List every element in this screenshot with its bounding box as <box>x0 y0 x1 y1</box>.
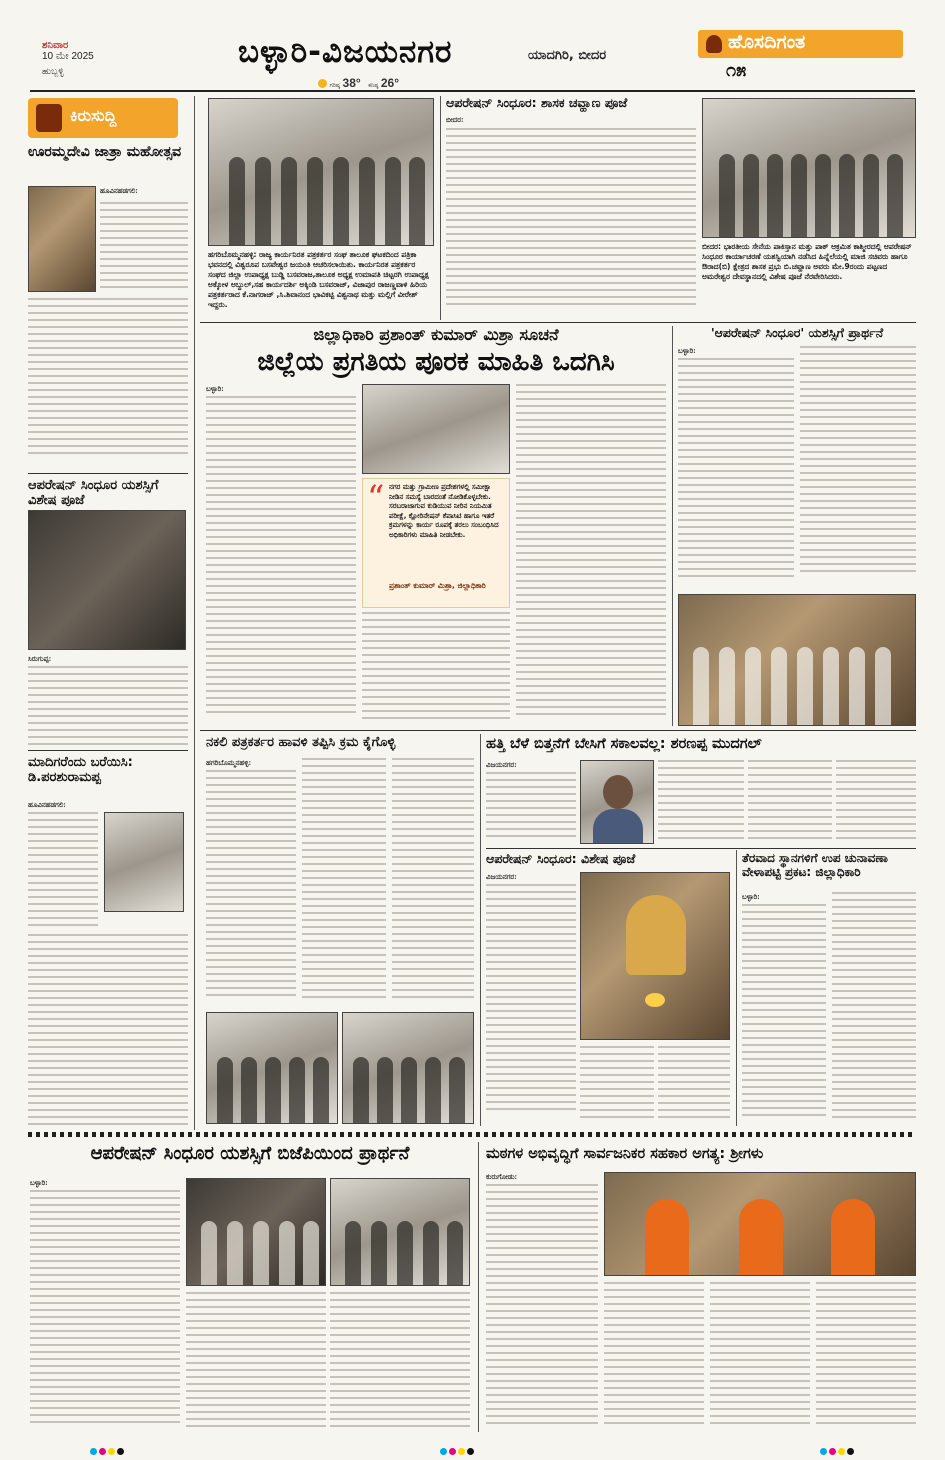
dc-body-dateline <box>206 384 356 396</box>
cotton-dateline: ವಿಜಯನಗರ: <box>486 760 517 769</box>
mutt-col1 <box>486 1184 598 1430</box>
chavan-puja-photo <box>702 98 916 238</box>
kiru-body-2-dateline <box>28 654 188 666</box>
masthead-rule <box>30 90 915 92</box>
operation-dateline: ಬೀದರ: <box>446 115 464 124</box>
top-section-rule <box>200 322 916 323</box>
bottom-center-rule <box>478 1142 479 1432</box>
weather <box>318 76 399 90</box>
top-center-rule <box>440 96 441 320</box>
dc-title: ಜಿಲ್ಲೆಯ ಪ್ರಗತಿಯ ಪೂರಕ ಮಾಹಿತಿ ಒದಗಿಸಿ <box>257 347 615 377</box>
mutt-col3 <box>710 1282 810 1430</box>
temple-photo <box>28 186 96 292</box>
mutt-dateline: ಕುರುಗೋಡು: <box>486 1172 518 1181</box>
mutt-body <box>486 1172 598 1184</box>
bjp-photo-2 <box>330 1178 470 1286</box>
fake-journalist-col1 <box>206 770 296 1008</box>
kiru-suddi-banner <box>28 98 178 138</box>
quote-icon: “ <box>367 478 385 518</box>
portrait-photo <box>104 812 184 912</box>
mid-section-rule <box>200 730 916 731</box>
prarthane-body-col1 <box>678 358 794 588</box>
by-election-title: ತೆರವಾದ ಸ್ಥಾನಗಳಿಗೆ ಉಪ ಚುನಾವಣಾ ವೇಳಾಪಟ್ಟಿ ಪ್ರಕಟ: ಜಿಲ್ಲಾಧಿಕಾರಿ <box>742 851 888 879</box>
dc-body-col2 <box>362 612 510 724</box>
by-election-col2 <box>832 892 916 1122</box>
prarthane-dateline: ಬಳ್ಳಾರಿ: <box>678 346 696 355</box>
registration-marks-right <box>820 1440 856 1459</box>
dc-quote-by: ಪ್ರಶಾಂತ್ ಕುಮಾರ್ ಮಿಶ್ರಾ, ಜಿಲ್ಲಾಧಿಕಾರಿ <box>389 581 486 590</box>
left-column-rule <box>194 96 195 1130</box>
fake-journalist-title: ನಕಲಿ ಪತ್ರಕರ್ತರ ಹಾವಳಿ ತಪ್ಪಿಸಿ ಕ್ರಮ ಕೈಗೊಳ್ಳಿ <box>206 735 396 750</box>
dargah-prayer-photo <box>678 594 916 726</box>
bottom-band-rule <box>28 1132 916 1137</box>
chavan-puja-caption: ಬೀದರ: ಭಾರತೀಯ ಸೇನೆಯ ಪಾಕಿಸ್ತಾನ ಮತ್ತು ಪಾಕ್ ಆಕ್ರಮಿತ ಕಾಶ್ಮೀರದಲ್ಲಿ ಆಪರೇಷನ್ ಸಿಂಧೂರ ಕಾರ್ಯಾಚರಣೆ ಯಶಸ್ವಿಯಾಗಿ ನಡೆಸಿದ ಹಿನ್ನೆಲೆಯಲ್ಲಿ ಮಾಜಿ ಸಚಿವರು ಹಾಗೂ ಔರಾದ(ಬಿ) ಕ್ಷೇತ್ರದ ಶಾಸಕ ಪ್ರಭು ಬಿ.ಚವ್ಹಾಣ ಅವರು ಮೇ.9ರಂದು ಪಟ್ಟಣದ ಅಮರೇಶ್ವರ ದೇವಸ್ಥಾನದಲ್ಲಿ ವಿಶೇಷ ಪೂಜೆ ನೆರವೇರಿಸಿದರು. <box>702 242 912 281</box>
dc-meeting-photo <box>362 384 510 474</box>
swamiji-photo <box>604 1172 916 1276</box>
operation-body <box>446 115 696 127</box>
weather-hi: 38° <box>342 76 361 90</box>
fake-journalist-col2 <box>302 758 386 1008</box>
bjp-col2 <box>186 1292 326 1430</box>
masthead <box>0 0 945 88</box>
edition-title: ಬಳ್ಳಾರಿ-ವಿಜಯನಗರ <box>238 34 453 70</box>
fake-journalist-rule <box>480 734 481 1126</box>
special-puja-dateline: ವಿಜಯನಗರ: <box>486 872 517 881</box>
city-label: ಹುಬ್ಬಳ್ಳಿ <box>42 66 64 76</box>
registration-marks-left <box>90 1440 126 1459</box>
page-number: ೧೫ <box>726 60 747 81</box>
special-puja-title: ಆಪರೇಷನ್ ಸಿಂಧೂರ: ವಿಶೇಷ ಪೂಜೆ <box>486 851 636 866</box>
prarthane-title: 'ಆಪರೇಷನ್ ಸಿಂಧೂರ' ಯಶಸ್ಸಿಗೆ ಪ್ರಾರ್ಥನೆ <box>710 325 884 340</box>
dc-body-col1 <box>206 396 356 724</box>
special-puja-body <box>486 872 576 884</box>
journalists-photo <box>208 98 434 246</box>
by-election-dateline: ಬಳ್ಳಾರಿ: <box>742 892 760 901</box>
kiru-body-3-lines-a <box>28 812 98 932</box>
journalists-caption: ಹಗರಿಬೊಮ್ಮನಹಳ್ಳಿ: ರಾಜ್ಯ ಕಾರ್ಯನಿರತ ಪತ್ರಕರ್ತರ ಸಂಘ ತಾಲೂಕ ಘಟಕದಿಂದ ಪತ್ರಿಕಾ ಭವನದಲ್ಲಿ ವಿಶ್ವರೂಪ ಬಸವೇಶ್ವರ ಜಯಂತಿ ಆಚರಿಸಲಾಯಿತು. ಕಾರ್ಯನಿರತ ಪತ್ರಕರ್ತರ ಸಂಘದ ಜಿಲ್ಲಾ ಉಪಾಧ್ಯಕ್ಷ ಬುಡ್ಡಿ ಬಸವರಾಜ,ತಾಲೂಕ ಅಧ್ಯಕ್ಷ ಉಮಾಪತಿ ಚಿಟ್ಟರಗಿ ಉಪಾಧ್ಯಕ್ಷ ಅಕ್ಕೋಳ ಅಬ್ದುಲ್,ಸಹ ಕಾರ್ಯದರ್ಶಿ ಅಕ್ಕಿಂಡಿ ಬಸವರಾಜ್, ವಿಜಾಪುರ ರಾಜಣ್ಣವಾಳಿ ಹಿರಿಯ ಪತ್ರಕರ್ತರಾದ ಕೆ.ನಾಗರಾಜ್ ,ಸಿ.ಶಿವಾನಂದ ಭಾವಿಕಟ್ಟಿ ವಿಶ್ವನಾಥ ಮತ್ತು ಮಲ್ಲಿಗೆ ವೀರೇಶ್ ಇದ್ದರು. <box>208 250 429 309</box>
kiru-dateline-2: ಸಿರುಗುಪ್ಪ: <box>28 654 52 663</box>
dc-right-rule <box>672 326 673 726</box>
day-label: ಶನಿವಾರ <box>42 40 69 51</box>
dc-kicker: ಜಿಲ್ಲಾಧಿಕಾರಿ ಪ್ರಶಾಂತ್ ಕುಮಾರ್ ಮಿಶ್ರಾ ಸೂಚನೆ <box>313 325 559 344</box>
special-puja-col3 <box>658 1046 730 1122</box>
fake-journalist-col3 <box>392 758 474 1008</box>
operation-title: ಆಪರೇಷನ್ ಸಿಂಧೂರ: ಶಾಸಕ ಚವ್ಹಾಣ ಪೂಜೆ <box>446 95 628 110</box>
memorandum-photo-2 <box>342 1012 474 1124</box>
kiru-body-3-dateline <box>28 800 188 812</box>
kiru-dateline-3: ಹೂವಿನಹಡಗಲಿ: <box>28 800 66 809</box>
idol-puja-photo <box>580 872 730 1040</box>
mutt-col2 <box>604 1282 704 1430</box>
megaphone-icon <box>36 104 62 132</box>
kiru-divider-2 <box>28 750 188 751</box>
bjp-col3 <box>330 1292 470 1430</box>
special-puja-rule <box>736 850 737 1126</box>
dc-quote-box <box>362 478 510 608</box>
weather-lo-label: ಕನಿಷ್ಠ <box>368 83 379 89</box>
dc-quote-text: ನಗರ ಮತ್ತು ಗ್ರಾಮೀಣ ಪ್ರದೇಶಗಳಲ್ಲಿ ಸಮೀಕ್ಷಾ ನೀಡಿನ ಸಮಸ್ಯೆ ಬಾರದಂತೆ ನೋಡಿಕೊಳ್ಳಬೇಕು. ಸರಬರಾಜಾಗುವ ಕುಡಿಯುವ ನೀರಿನ ನಿಯಮಿತ ಪರೀಕ್ಷೆ, ಕ್ಲೋರಿನೇಷನ್ ಕೆಪಾಸಿಟಿ ಹಾಗೂ ಇತರೆ ಕ್ರಮಗಳನ್ನು ಕಾರ್ಯ ರೂಪಕ್ಕೆ ತರಲು ಸಂಬಂಧಿಸಿದ ಅಧಿಕಾರಿಗಳು ಮಾಹಿತಿ ನೀಡಬೇಕು. <box>389 483 499 539</box>
bjp-photo-1 <box>186 1178 326 1286</box>
memorandum-photo-1 <box>206 1012 338 1124</box>
bjp-col1-top <box>30 1190 180 1430</box>
kiru-body-3-lines-b <box>28 934 188 1134</box>
prarthane-body-col2 <box>800 346 916 588</box>
dc-body-col3 <box>516 384 666 724</box>
edition-subtitle: ಯಾದಗಿರಿ, ಬೀದರ <box>528 48 607 63</box>
sun-icon <box>318 79 327 88</box>
date-label: 10 ಮೇ 2025 <box>42 51 94 62</box>
cotton-col2 <box>658 760 744 844</box>
mutt-col4 <box>816 1282 916 1430</box>
kiru-divider-1 <box>28 473 188 474</box>
bjp-title: ಆಪರೇಷನ್ ಸಿಂಧೂರ ಯಶಸ್ಸಿಗೆ ಬಿಜೆಪಿಯಿಂದ ಪ್ರಾರ್ಥನೆ <box>90 1143 410 1164</box>
lamp-icon <box>706 35 722 53</box>
paper-logo <box>698 30 903 84</box>
cotton-body <box>486 760 576 772</box>
logo-banner <box>698 30 903 58</box>
cotton-col1 <box>486 772 576 842</box>
kiru-body-2-lines <box>28 666 188 750</box>
kiru-headline-1: ಊರಮ್ಮದೇವಿ ಜಾತ್ರಾ ಮಹೋತ್ಸವ <box>28 144 182 160</box>
by-election-col1 <box>742 904 826 1122</box>
bjp-dateline: ಬಳ್ಳಾರಿ: <box>30 1178 48 1187</box>
prarthane-body <box>678 346 794 358</box>
kiru-headline-2: ಆಪರೇಷನ್ ಸಿಂಧೂರ ಯಶಸ್ಸಿಗೆ ವಿಶೇಷ ಪೂಜೆ <box>28 478 159 508</box>
kiru-dateline-1: ಹೂವಿನಹಡಗಲಿ: <box>100 186 138 195</box>
kiru-suddi-column <box>28 98 188 1138</box>
weather-hi-label: ಗರಿಷ್ಠ <box>329 83 341 89</box>
sharanappa-portrait <box>580 760 654 844</box>
registration-marks-center <box>440 1440 476 1459</box>
bjp-body <box>30 1178 180 1190</box>
cotton-col3 <box>748 760 832 844</box>
mutt-title: ಮಠಗಳ ಅಭಿವೃದ್ಧಿಗೆ ಸಾರ್ವಜನಿಕರ ಸಹಕಾರ ಅಗತ್ಯ: ಶ್ರೀಗಳು <box>486 1146 764 1162</box>
kiru-headline-3: ಮಾದಿಗರೆಂದು ಬರೆಯಿಸಿ: ಡಿ.ಪರಶುರಾಮಪ್ಪ <box>28 755 133 785</box>
paper-name: ಹೊಸದಿಗಂತ <box>728 31 806 53</box>
fake-journalist-dateline: ಹಗರಿಬೊಮ್ಮನಹಳ್ಳಿ: <box>206 758 252 767</box>
dc-dateline: ಬಳ್ಳಾರಿ: <box>206 384 224 393</box>
fake-journalist-body <box>206 758 296 770</box>
cotton-title: ಹತ್ತಿ ಬೆಳೆ ಬಿತ್ತನೆಗೆ ಬೇಸಿಗೆ ಸಕಾಲವಲ್ಲ: ಶರಣಪ್ಪ ಮುದಗಲ್ <box>486 736 762 752</box>
cotton-bottom-rule <box>486 848 916 849</box>
kiru-suddi-label: ಕಿರುಸುದ್ದಿ <box>70 106 117 125</box>
special-puja-col1 <box>486 884 576 1122</box>
by-election-body <box>742 892 826 904</box>
puja-photo <box>28 510 186 650</box>
operation-body-lines <box>446 128 696 318</box>
date-block <box>42 40 122 77</box>
cotton-col4 <box>836 760 916 844</box>
kiru-body-1-lines-full <box>28 298 188 466</box>
kiru-body-1-lines <box>100 202 188 298</box>
weather-lo: 26° <box>380 76 399 90</box>
special-puja-col2 <box>580 1046 654 1122</box>
